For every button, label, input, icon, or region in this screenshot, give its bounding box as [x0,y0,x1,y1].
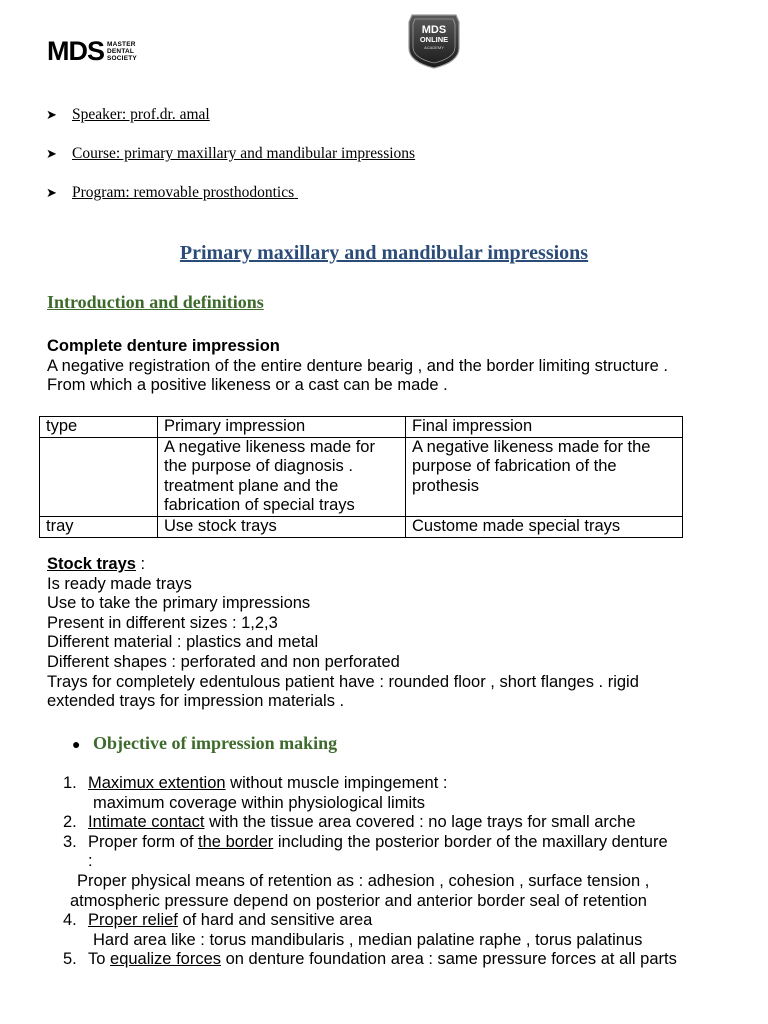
page-title: Primary maxillary and mandibular impressions [179,242,589,264]
stock-trays-heading: Stock trays [47,555,136,573]
list-item: 5. To equalize forces on denture foundation area : same pressure forces at all parts [63,950,677,969]
stock-trays-block [47,555,639,712]
list-item-sub: : [88,852,93,871]
badge-text-1: MDS [421,24,447,36]
table-cell: Custome made special trays [406,516,683,537]
table-row [40,516,683,537]
list-item: extended trays for impression materials . [47,692,345,711]
list-item: 3. Proper form of the border including the posterior border of the maxillary denture [63,832,668,851]
list-item-sub: maximum coverage within physiological limits [93,793,425,812]
table-cell: A negative likeness made for the purpose of fabrication of the prothesis [406,437,683,516]
meta-course: ➤ Course: primary maxillary and mandibular impressions [46,145,416,162]
list-item: 4. Proper relief of hard and sensitive area [63,911,373,930]
logo-tagline-line: MASTER [107,41,136,48]
list-item: Present in different sizes : 1,2,3 [47,613,278,632]
table-cell: Use stock trays [158,516,406,537]
meta-speaker: ➤ Speaker: prof.dr. amal [46,106,210,123]
definition-block [47,337,668,396]
shield-icon [406,12,462,70]
list-item: Different material : plastics and metal [47,633,319,652]
table-cell: tray [40,516,158,537]
arrow-bullet-icon: ➤ [46,146,57,161]
logo-tagline [107,41,137,62]
arrow-bullet-icon: ➤ [46,107,57,122]
mds-logo [47,38,137,65]
badge-text-2: ONLINE [419,35,449,44]
arrow-bullet-icon: ➤ [46,185,57,200]
table-cell: Final impression [406,417,683,438]
list-item-sub: Hard area like : torus mandibularis , median palatine raphe , torus palatinus [93,930,643,949]
table-cell: A negative likeness made for the purpose of diagnosis . treatment plane and the fabrication of special trays [158,437,406,516]
mds-online-academy-badge [406,12,462,70]
stock-trays-heading-line: Stock trays : [47,555,146,573]
objective-heading: ● Objective of impression making [72,733,338,753]
list-item: Is ready made trays [47,574,192,593]
logo-wordmark: MDS [47,36,104,66]
logo-tagline-line: DENTAL [107,48,135,55]
logo-tagline-line: SOCIETY [107,55,137,62]
list-item: 2. Intimate contact with the tissue area covered : no lage trays for small arche [63,813,636,832]
definition-line: From which a positive likeness or a cast can be made . [47,376,448,395]
table-row [40,417,683,438]
list-item: 1. Maximux extention without muscle impingement : [63,774,448,792]
objectives-list [63,774,677,970]
table-cell: Primary impression [158,417,406,438]
table-cell: type [40,417,158,438]
table-cell [40,437,158,516]
meta-program: ➤ Program: removable prosthodontics [46,184,295,201]
definition-heading: Complete denture impression [47,337,280,355]
list-item-sub: atmospheric pressure depend on posterior and anterior border seal of retention [70,891,647,910]
table-row [40,437,683,516]
badge-text-3: ACADEMY [424,45,444,50]
list-item: Trays for completely edentulous patient have : rounded floor , short flanges . rigid [47,672,639,691]
bullet-dot-icon: ● [72,738,81,753]
section-heading: Introduction and definitions [47,292,264,312]
list-item-sub: Proper physical means of retention as : adhesion , cohesion , surface tension , [77,871,650,890]
list-item: Use to take the primary impressions [47,594,311,613]
definition-line: A negative registration of the entire denture bearig , and the border limiting structure . [47,356,668,375]
list-item: Different shapes : perforated and non perforated [47,652,400,671]
comparison-table [39,416,683,538]
